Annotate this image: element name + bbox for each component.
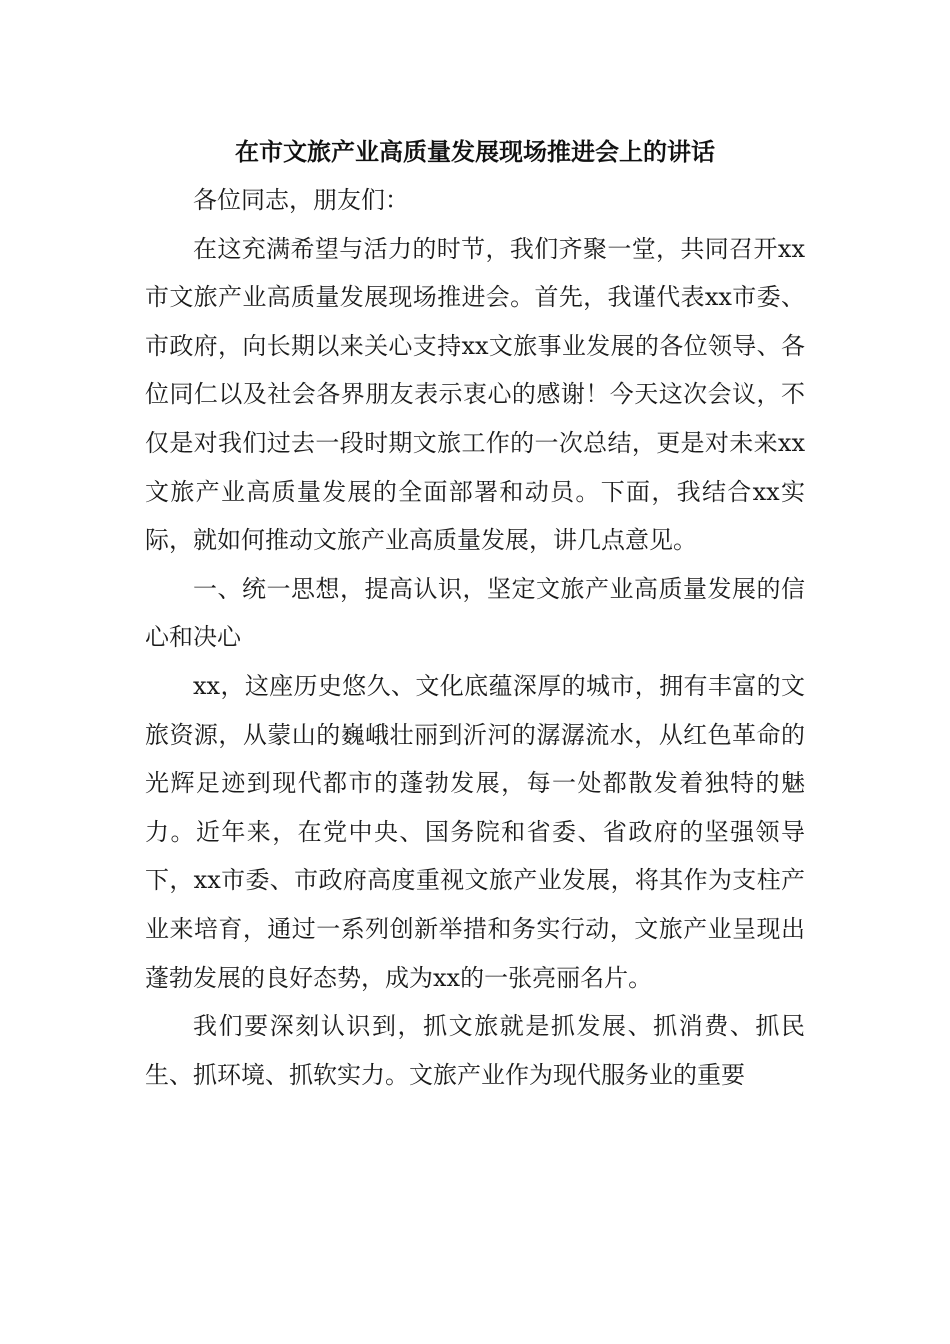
document-body xyxy=(145,176,805,1099)
body-paragraph: 我们要深刻认识到，抓文旅就是抓发展、抓消费、抓民生、抓环境、抓软实力。文旅产业作为现代服务业的重要 xyxy=(145,1012,805,1089)
section-heading-1: 一、统一思想，提高认识，坚定文旅产业高质量发展的信心和决心 xyxy=(145,574,805,652)
salutation-paragraph: 各位同志，朋友们： xyxy=(193,186,409,214)
body-paragraph: xx，这座历史悠久、文化底蕴深厚的城市，拥有丰富的文旅资源，从蒙山的巍峨壮丽到沂河的潺潺流水，从红色革命的光辉足迹到现代都市的蓬勃发展，每一处都散发着独特的魅力。近年来，在党中央、国务院和省委、省政府的坚强领导下，xx市委、市政府高度重视文旅产业发展，将其作为支柱产业来培育，通过一系列创新举措和务实行动，文旅产业呈现出蓬勃发展的良好态势，成为xx的一张亮丽名片。 xyxy=(145,671,805,992)
document-title: 在市文旅产业高质量发展现场推进会上的讲话 xyxy=(235,137,715,166)
opening-paragraph: 在这充满希望与活力的时节，我们齐聚一堂，共同召开xx市文旅产业高质量发展现场推进会。首先，我谨代表xx市委、市政府，向长期以来关心支持xx文旅事业发展的各位领导、各位同仁以及社会各界朋友表示衷心的感谢！今天这次会议，不仅是对我们过去一段时期文旅工作的一次总结，更是对未来xx文旅产业高质量发展的全面部署和动员。下面，我结合xx实际，就如何推动文旅产业高质量发展，讲几点意见。 xyxy=(145,234,805,555)
